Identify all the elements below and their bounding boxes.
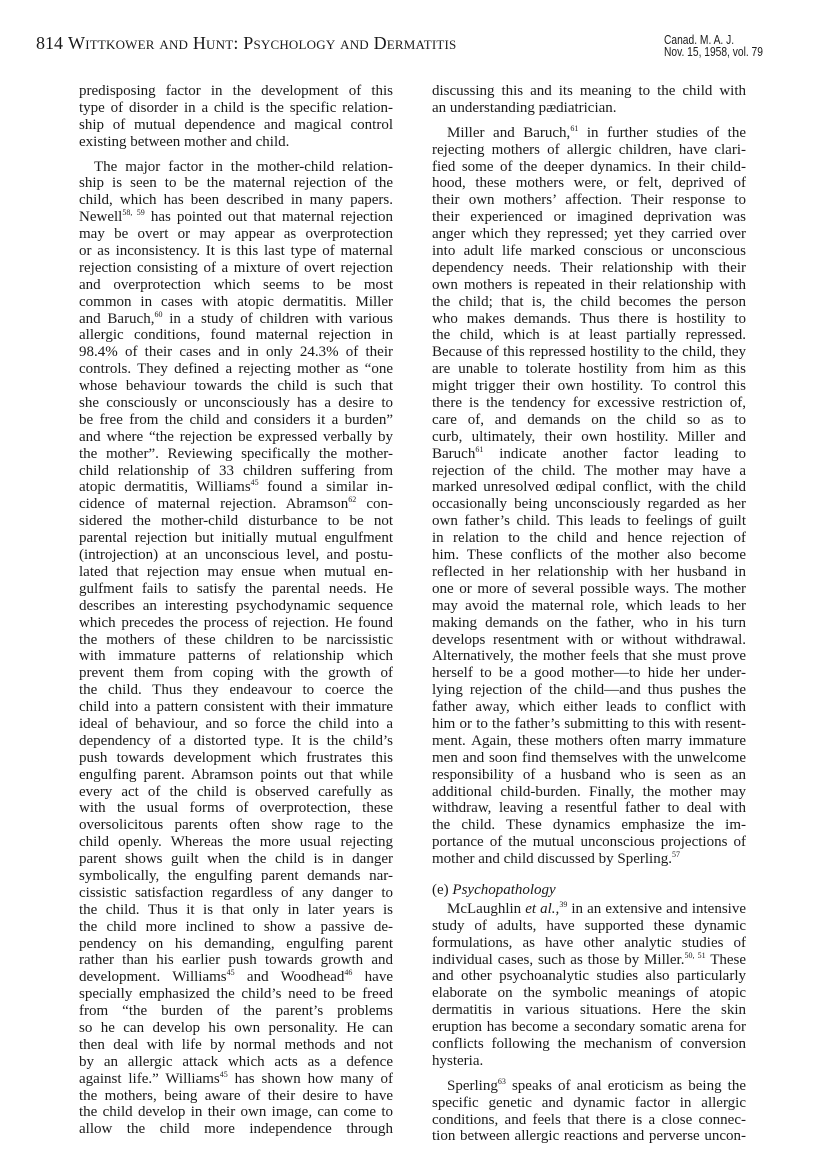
text-line: push towards development which frustrates this — [79, 749, 393, 766]
text-segment: in further studies of the — [578, 124, 747, 141]
text-column-left — [79, 83, 393, 1146]
text-segment: mother and child discussed by Sperling. — [432, 851, 672, 868]
text-segment: Baruch — [432, 445, 476, 462]
text-line: controls. They defined a rejecting mother as “one — [79, 361, 393, 378]
text-line: child openly. Whereas the more usual rejecting — [79, 834, 393, 851]
text-line: the child. These dynamics emphasize the im- — [432, 817, 746, 834]
citation-superscript: 45 — [219, 1069, 228, 1079]
text-line: by an allergic attack which acts as a defence — [79, 1053, 393, 1070]
text-segment: atopic dermatitis, Williams — [79, 479, 251, 496]
text-segment: con- — [356, 496, 393, 513]
text-line: the mother”. Reviewing specifically the mother- — [79, 445, 393, 462]
text-segment: McLaughlin — [447, 900, 526, 917]
text-line: sidered the mother-child disturbance to be not — [79, 513, 393, 530]
text-line — [79, 479, 393, 496]
text-segment: in an extensive and intensive — [567, 900, 746, 917]
text-line: their experienced or imagined deprivation was — [432, 209, 746, 226]
text-line: Because of this repressed hostility to the child, they — [432, 344, 746, 361]
text-line: the child; that is, the child becomes the person — [432, 293, 746, 310]
text-line: prevent them from coping with the growth of — [79, 665, 393, 682]
text-line — [79, 969, 393, 986]
text-segment: against life.” Williams — [79, 1070, 220, 1087]
text-line — [79, 1071, 393, 1088]
citation-superscript: 63 — [497, 1076, 506, 1086]
text-line: describes an interesting psychodynamic sequence — [79, 597, 393, 614]
citation-superscript: 61 — [475, 444, 484, 454]
text-line: cissistic satisfaction regardless of any danger to — [79, 884, 393, 901]
text-segment: Sperling — [447, 1077, 498, 1094]
text-line: reflected in her relationship with her husband in — [432, 563, 746, 580]
text-line: The major factor in the mother-child relation- — [94, 158, 393, 175]
text-segment: found a similar in- — [258, 479, 393, 496]
text-segment: cidence of maternal rejection. Abramson — [79, 496, 349, 513]
text-line: gulfment fails to satisfy the parental needs. He — [79, 580, 393, 597]
text-line: him or to the father’s submitting to this with resent- — [432, 715, 746, 732]
text-line — [432, 851, 746, 868]
italic-text: Psychopathology — [452, 881, 556, 898]
text-line: portance of the mutual unconscious projections of — [432, 834, 746, 851]
text-line: may avoid the maternal role, which leads to her — [432, 597, 746, 614]
text-line: own mothers is repeated in their relationship with — [432, 276, 746, 293]
text-line: ment. Again, these mothers often marry immature — [432, 732, 746, 749]
text-line: hood, these mothers were, or felt, deprived of — [432, 175, 746, 192]
text-segment: Newell — [79, 209, 123, 226]
text-segment: and Baruch, — [79, 310, 155, 327]
citation-superscript: 60 — [154, 309, 163, 319]
text-line: him. These conflicts of the mother also become — [432, 547, 746, 564]
text-line: pendency on his demanding, engulfing parent — [79, 935, 393, 952]
text-column-right — [432, 83, 746, 1153]
text-segment: in a study of children with various — [162, 310, 394, 327]
text-line: dermatitis in various situations. Here the skin — [432, 1002, 746, 1019]
italic-text: et al., — [525, 900, 560, 917]
text-line: dependency of a distorted type. It is the child’s — [79, 732, 393, 749]
paragraph — [79, 83, 393, 151]
text-line: there is the tendency for excessive restriction of, — [432, 395, 746, 412]
text-line: rejecting mothers of allergic children, have clari- — [432, 141, 746, 158]
text-line: father away, which either leads to conflict with — [432, 699, 746, 716]
text-segment: Miller and Baruch, — [447, 124, 571, 141]
text-line: the child, which is at least partially repressed. — [432, 327, 746, 344]
text-segment: has shown how many of — [227, 1070, 393, 1087]
text-line: men and soon find themselves with the unwelcome — [432, 749, 746, 766]
journal-date-volume: Nov. 15, 1958, vol. 79 — [664, 45, 763, 59]
text-line: (introjection) at an unconscious level, and postu- — [79, 547, 393, 564]
text-line: child relationship of 33 children suffering from — [79, 462, 393, 479]
text-line: the child. Thus it is that only in later years is — [79, 901, 393, 918]
text-line: specially emphasized the child’s need to be freed — [79, 986, 393, 1003]
text-line — [432, 901, 746, 918]
text-line: into adult life marked conscious or unconscious — [432, 243, 746, 260]
text-segment: (e) — [432, 881, 453, 898]
text-line: ship of mutual dependence and magical control — [79, 116, 393, 133]
section-heading — [432, 882, 746, 899]
text-line: hysteria. — [432, 1052, 484, 1069]
text-line: eruption has become a secondary somatic arena for — [432, 1019, 746, 1036]
text-line: curb, ultimately, their own hostility. Miller and — [432, 428, 746, 445]
text-line — [432, 446, 746, 463]
paragraph — [432, 125, 746, 868]
text-line: from “the burden of the parent’s problems — [79, 1003, 393, 1020]
citation-superscript: 58, 59 — [122, 208, 145, 218]
text-line: child into a pattern consistent with their immature — [79, 699, 393, 716]
text-line: lying rejection of the child—and thus pushes the — [432, 682, 746, 699]
text-line: allow the child more independence through — [79, 1121, 393, 1138]
text-segment: and Woodhead — [234, 969, 345, 986]
text-line: or as inconsistency. It is this last type of maternal — [79, 243, 393, 260]
text-line: allergic conditions, found maternal rejection in — [79, 327, 393, 344]
text-line: predisposing factor in the development of this — [79, 83, 393, 99]
paragraph — [79, 159, 393, 1139]
text-segment: have — [352, 969, 393, 986]
text-line: ideal of behaviour, and so force the child into a — [79, 715, 393, 732]
text-line: symbolically, the engulfing parent demands nar- — [79, 867, 393, 884]
text-line: anger which they repressed; yet they carried over — [432, 226, 746, 243]
text-segment: speaks of anal eroticism as being the — [505, 1077, 746, 1094]
text-line: conflicts following the mechanism of conversion — [432, 1035, 746, 1052]
text-line: their own mothers’ affection. Their response to — [432, 192, 746, 209]
text-line: who makes demands. Thus there is hostility to — [432, 310, 746, 327]
citation-superscript: 45 — [226, 968, 235, 978]
text-line: so he can develop his own personality. He can — [79, 1019, 393, 1036]
citation-superscript: 46 — [344, 968, 353, 978]
text-line: the mothers, being aware of their desire to have — [79, 1087, 393, 1104]
text-line: engulfing parent. Abramson points out that while — [79, 766, 393, 783]
text-line: tion between allergic reactions and perverse uncon- — [432, 1128, 746, 1145]
text-line: lated that rejection may ensue when mutual en- — [79, 563, 393, 580]
text-line: rather than his earlier push towards growth and — [79, 952, 393, 969]
text-segment: development. Williams — [79, 969, 227, 986]
text-line — [432, 125, 746, 142]
text-line: responsibility of a husband who is seen as an — [432, 766, 746, 783]
text-line: which precedes the process of rejection. He found — [79, 614, 393, 631]
text-line: may be overt or may appear as overprotection — [79, 226, 393, 243]
citation-superscript: 61 — [570, 123, 579, 133]
text-line: additional child-burden. Finally, the mother may — [432, 783, 746, 800]
text-line: ship is seen to be the maternal rejection of the — [79, 175, 393, 192]
text-line — [79, 311, 393, 328]
text-line: specific genetic and dynamic factor in allergic — [432, 1094, 746, 1111]
text-line — [432, 952, 746, 969]
citation-superscript: 62 — [348, 495, 357, 505]
text-line: herself to be a good mother—to hide her under- — [432, 665, 746, 682]
text-line — [79, 209, 393, 226]
text-line: might trigger their own hostility. To control this — [432, 378, 746, 395]
text-line: fied some of the deeper dynamics. In their child- — [432, 158, 746, 175]
text-line: type of disorder in a child is the specific relation- — [79, 99, 393, 116]
text-line: marked unresolved œdipal conflict, with the child — [432, 479, 746, 496]
text-segment: These — [705, 951, 747, 968]
text-line: parental rejection but initially mutual engulfment — [79, 530, 393, 547]
text-line: and where “the rejection be expressed verbally by — [79, 428, 393, 445]
text-line — [432, 1078, 746, 1095]
text-line: dependency needs. Their relationship with their — [432, 259, 746, 276]
text-line: and other psychoanalytic studies also particularly — [432, 968, 746, 985]
text-line: study of adults, have supported these dynamic — [432, 917, 746, 934]
citation-superscript: 39 — [559, 899, 568, 909]
text-line: parent shows guilt when the child is in danger — [79, 851, 393, 868]
text-line: one or more of several possible ways. The mother — [432, 580, 746, 597]
text-line: making demands on the father, who in his turn — [432, 614, 746, 631]
text-line: elaborate on the symbolic meanings of atopic — [432, 985, 746, 1002]
text-line: with the usual forms of overprotection, these — [79, 800, 393, 817]
text-line: existing between mother and child. — [79, 133, 290, 150]
text-line: child, which has been described in many papers. — [79, 192, 393, 209]
text-line: rejection of the child. The mother may have a — [432, 462, 746, 479]
journal-name: Canad. M. A. J. — [664, 33, 735, 47]
text-line: with immature patterns of relationship which — [79, 648, 393, 665]
paragraph — [432, 83, 746, 117]
paragraph — [432, 1078, 746, 1146]
text-line: she consciously or unconsciously has a desire to — [79, 395, 393, 412]
text-line: every act of the child is observed carefully as — [79, 783, 393, 800]
text-line: Alternatively, the mother feels that she must prove — [432, 648, 746, 665]
page-number: 814 — [36, 33, 63, 53]
text-line: rejection consisting of a mixture of overt rejection — [79, 259, 393, 276]
citation-superscript: 45 — [250, 478, 259, 488]
citation-superscript: 57 — [671, 850, 680, 860]
text-line: the mothers of these children to be narcissistic — [79, 631, 393, 648]
text-line — [79, 496, 393, 513]
text-segment: individual cases, such as those by Miller. — [432, 951, 685, 968]
text-line: develops resentment with or without withdrawal. — [432, 631, 746, 648]
text-line: in relation to the child and hence rejection of — [432, 530, 746, 547]
text-line: formulations, as have other analytic studies of — [432, 934, 746, 951]
text-line: common in cases with atopic dermatitis. Miller — [79, 293, 393, 310]
text-line: withdraw, leaving a resentful father to deal with — [432, 800, 746, 817]
text-line: then deal with life by normal methods and not — [79, 1036, 393, 1053]
text-line: discussing this and its meaning to the child with — [432, 83, 746, 99]
text-line: care of, and demands on the child so as to — [432, 411, 746, 428]
citation-superscript: 50, 51 — [684, 950, 706, 960]
text-line: and overprotection which seems to be most — [79, 276, 393, 293]
text-line: are unable to tolerate hostility from him as this — [432, 361, 746, 378]
paragraph — [432, 901, 746, 1070]
text-segment: has pointed out that maternal rejection — [144, 209, 394, 226]
running-title: Wittkower and Hunt: Psychology and Dermatitis — [68, 33, 457, 53]
text-line: the child. Thus they endeavour to coerce the — [79, 682, 393, 699]
text-segment: indicate another factor leading to — [483, 445, 746, 462]
text-line: conditions, and feels that there is a close connec- — [432, 1111, 746, 1128]
text-line: be free from the child and considers it a burden” — [79, 411, 393, 428]
text-line: occasionally being unconsciously regarded as her — [432, 496, 746, 513]
text-line: whose behaviour towards the child is such that — [79, 378, 393, 395]
text-line: own father’s child. This leads to feelings of guilt — [432, 513, 746, 530]
text-line: the child develop in their own image, can come to — [79, 1104, 393, 1121]
journal-citation — [664, 34, 763, 58]
text-line: the child more inclined to show a passive de- — [79, 918, 393, 935]
text-line: oversolicitous parents often show rage to the — [79, 817, 393, 834]
text-line: an understanding pædiatrician. — [432, 99, 617, 116]
text-line: 98.4% of their cases and in only 24.3% of their — [79, 344, 393, 361]
text-line — [432, 882, 746, 899]
